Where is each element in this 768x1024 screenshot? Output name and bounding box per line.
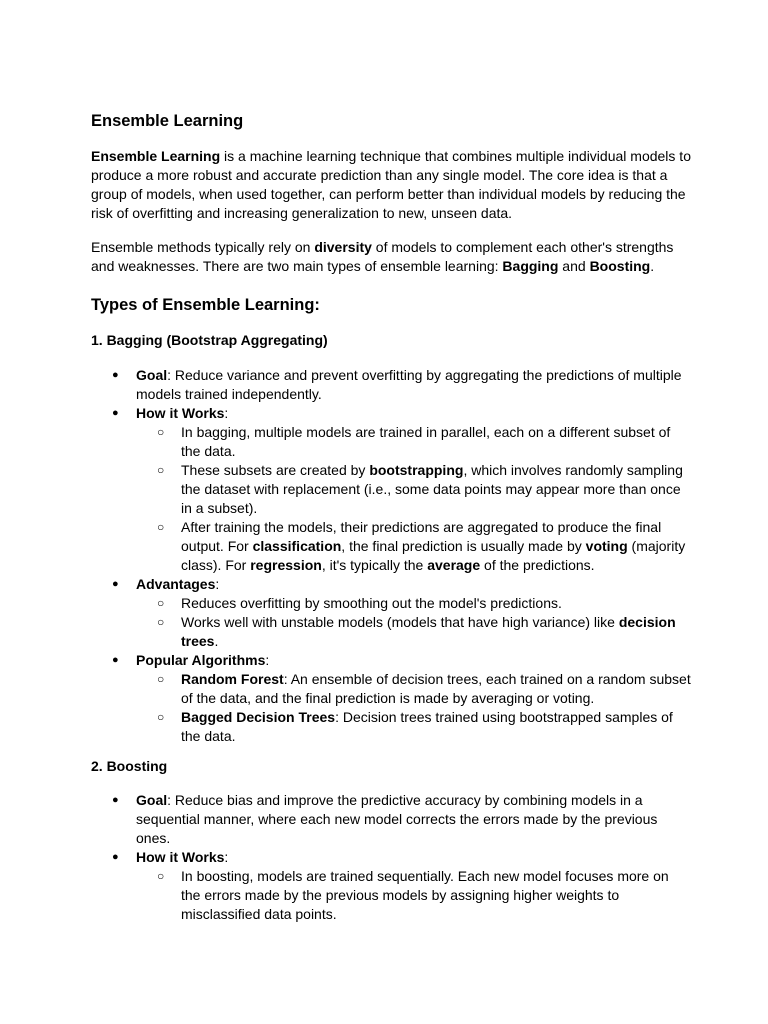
how-item-text: These subsets are created by — [181, 462, 370, 478]
algorithm-name: Random Forest — [181, 671, 284, 687]
para2-bagging: Bagging — [502, 258, 559, 274]
list-item — [157, 867, 691, 924]
filled-bullet-icon: ● — [112, 851, 119, 863]
how-item-bold: voting — [585, 538, 628, 554]
hollow-bullet-icon: ○ — [157, 425, 165, 439]
para2-boosting: Boosting — [589, 258, 651, 274]
list-item — [157, 423, 691, 461]
how-item-bold: bootstrapping — [369, 462, 464, 478]
advantage-bold: decision trees — [181, 614, 676, 649]
filled-bullet-icon: ● — [112, 654, 119, 666]
how-item-text: After training the models, their predictions are aggregated to produce the final output. For — [181, 519, 662, 554]
algorithms-sublist — [136, 670, 691, 746]
list-item — [157, 461, 691, 518]
how-item-bold: average — [427, 557, 481, 573]
advantage-text: Reduces overfitting by smoothing out the model's predictions. — [181, 595, 562, 611]
types-heading: Types of Ensemble Learning: — [91, 296, 320, 314]
hollow-bullet-icon: ○ — [157, 596, 165, 610]
types-overview-paragraph — [91, 238, 691, 276]
advantages-sublist — [136, 594, 691, 651]
bagging-list — [112, 366, 691, 746]
how-sublist — [136, 423, 691, 575]
algorithm-description: : Decision trees trained using bootstrapped samples of the data. — [181, 709, 673, 744]
how-sublist — [136, 867, 691, 924]
colon: : — [265, 652, 270, 668]
para2-diversity: diversity — [314, 239, 372, 255]
how-item-text: (majority class). For — [181, 538, 686, 573]
list-item — [157, 518, 691, 575]
how-label: How it Works — [136, 849, 225, 865]
filled-bullet-icon: ● — [112, 369, 119, 381]
popular-algorithms-label: Popular Algorithms — [136, 652, 266, 668]
list-item — [112, 651, 691, 746]
list-item — [112, 575, 691, 651]
advantages-label: Advantages — [136, 576, 216, 592]
list-item — [112, 848, 691, 924]
filled-bullet-icon: ● — [112, 578, 119, 590]
goal-text: : Reduce bias and improve the predictive accuracy by combining models in a sequential manner, where each new model corrects the errors made by the previous ones. — [136, 792, 658, 846]
para2-text-3: and — [558, 258, 590, 274]
list-item — [157, 594, 691, 613]
filled-bullet-icon: ● — [112, 407, 119, 419]
list-item — [157, 708, 691, 746]
page-title: Ensemble Learning — [91, 112, 244, 130]
list-item — [112, 366, 691, 404]
hollow-bullet-icon: ○ — [157, 710, 165, 724]
hollow-bullet-icon: ○ — [157, 615, 165, 629]
intro-paragraph — [91, 147, 691, 223]
goal-label: Goal — [136, 367, 168, 383]
how-item-bold: regression — [250, 557, 322, 573]
how-item-bold: classification — [252, 538, 342, 554]
goal-text: : Reduce variance and prevent overfitting by aggregating the predictions of multiple models trained independently. — [136, 367, 682, 402]
intro-text: is a machine learning technique that combines multiple individual models to produce a more robust and accurate prediction than any single model. The core idea is that a group of models, when used together, can perform better than individual models by reducing the risk of overfitting and increasing generalization to new, unseen data. — [91, 148, 691, 221]
colon: : — [215, 576, 220, 592]
list-item — [157, 670, 691, 708]
list-item — [157, 613, 691, 651]
list-item — [112, 791, 691, 848]
hollow-bullet-icon: ○ — [157, 463, 165, 477]
goal-label: Goal — [136, 792, 168, 808]
hollow-bullet-icon: ○ — [157, 672, 165, 686]
how-item-text: , it's typically the — [321, 557, 428, 573]
para2-text-1: Ensemble methods typically rely on — [91, 239, 315, 255]
hollow-bullet-icon: ○ — [157, 520, 165, 534]
hollow-bullet-icon: ○ — [157, 869, 165, 883]
colon: : — [224, 405, 229, 421]
how-item-text: , the final prediction is usually made by — [341, 538, 586, 554]
algorithm-description: : An ensemble of decision trees, each trained on a random subset of the data, and the final prediction is made by averaging or voting. — [181, 671, 691, 706]
bagging-heading: 1. Bagging (Bootstrap Aggregating) — [91, 332, 328, 348]
para2-text-4: . — [650, 258, 655, 274]
advantage-text: . — [214, 633, 219, 649]
how-item-text: of the predictions. — [480, 557, 595, 573]
advantage-text: Works well with unstable models (models that have high variance) like — [181, 614, 619, 630]
boosting-list — [112, 791, 691, 924]
how-label: How it Works — [136, 405, 225, 421]
colon: : — [224, 849, 229, 865]
how-item-text: In bagging, multiple models are trained in parallel, each on a different subset of the data. — [181, 424, 671, 459]
filled-bullet-icon: ● — [112, 794, 119, 806]
intro-term: Ensemble Learning — [91, 148, 221, 164]
algorithm-name: Bagged Decision Trees — [181, 709, 336, 725]
how-item-text: , which involves randomly sampling the dataset with replacement (i.e., some data points may appear more than once in a subset). — [181, 462, 683, 516]
list-item — [112, 404, 691, 575]
boosting-heading: 2. Boosting — [91, 758, 168, 774]
para2-text-2: of models to complement each other's strengths and weaknesses. There are two main types of ensemble learning: — [91, 239, 674, 274]
how-item-text: In boosting, models are trained sequentially. Each new model focuses more on the errors made by the previous models by assigning higher weights to misclassified data points. — [181, 868, 669, 922]
